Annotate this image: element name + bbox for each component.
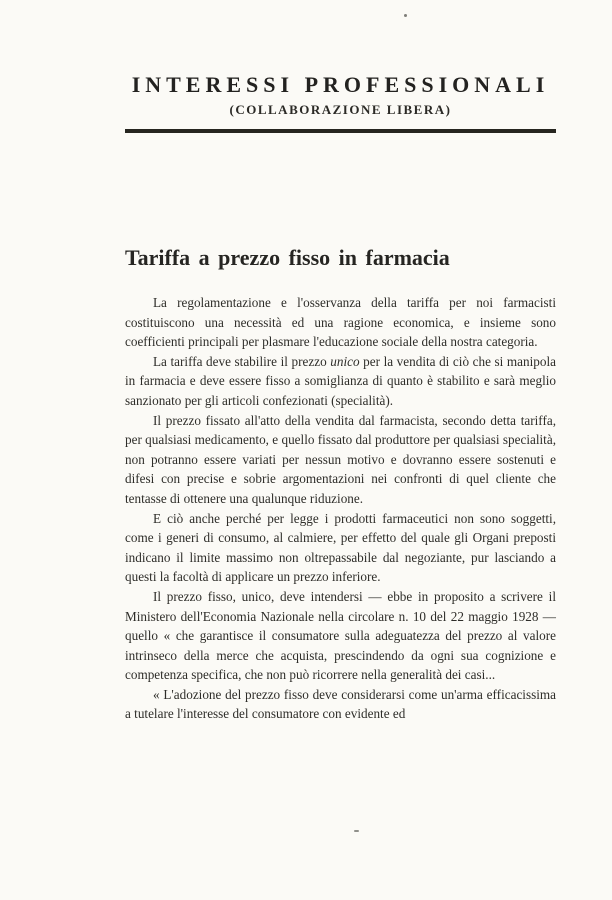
scan-speck [354,830,359,832]
paragraph [125,352,556,411]
text-run: Il prezzo fissato all'atto della vendita dal farmacista, secondo detta tariffa, per qualsiasi medicamento, e quello fissato dal produttore per qualsiasi specialità, non potranno essere variati per nessun motivo e dovranno essere sostenuti e difesi con precise e sobrie argomentazioni nei confronti di quel cliente che tentasse di ottenere una qualunque riduzione. [125,412,556,506]
text-run: Il prezzo fisso, unico, deve intendersi — ebbe in proposito a scrivere il Ministero dell'Economia Nazionale nella circolare n. 10 del 22 maggio 1928 — quello « che garantisce il consumatore sulla adeguatezza del prezzo al valore intrinseco della merce che acquista, prescindendo da ogni sua cognizione e competenza specifica, che non può ricorrere nella generalità dei casi... [125,588,556,683]
section-title: INTERESSI PROFESSIONALI [131,72,550,97]
paragraph [125,685,556,724]
text-run: per la vendita di ciò che si manipola in farmacia e deve essere fisso a somiglianza di quanto è stabilito e sarà meglio sanzionato per gli articoli confezionati (specialità). [125,353,556,408]
article [125,245,556,724]
text-run: E ciò anche perché per legge i prodotti farmaceutici non sono soggetti, come i generi di consumo, al calmiere, per effetto del quale gli Organi preposti indicano il limite massimo non oltrepassabile dal negoziante, pur lasciando a questi la facoltà di applicare un prezzo inferiore. [125,510,556,585]
text-run: « L'adozione del prezzo fisso deve considerarsi come un'arma efficacissima a tutelare l'interesse del consumatore con evidente ed [125,686,556,722]
section-subtitle: (COLLABORAZIONE LIBERA) [229,102,452,117]
scan-speck [404,14,407,17]
header-rule [125,129,556,133]
article-body [125,293,556,724]
paragraph [125,293,556,352]
paragraph [125,411,556,509]
article-title: Tariffa a prezzo fisso in farmacia [125,245,450,270]
paragraph [125,509,556,587]
text-run: La regolamentazione e l'osservanza della tariffa per noi farmacisti costituiscono una necessità ed una ragione economica, e insieme sono coefficienti principali per plasmare l'educazione sociale della nostra categoria. [125,295,556,350]
text-run: La tariffa deve stabilire il prezzo [153,353,331,369]
paragraph [125,587,556,685]
section-header [125,72,556,133]
italic-run: unico [330,353,360,369]
